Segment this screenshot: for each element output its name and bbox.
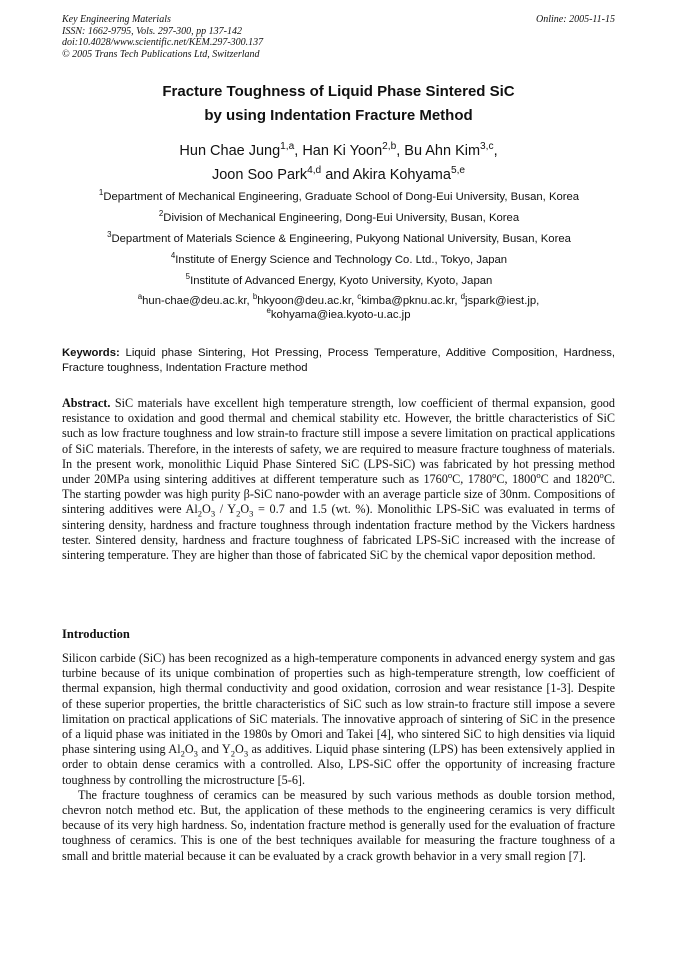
email-list	[62, 294, 615, 322]
keywords-label: Keywords:	[62, 347, 120, 359]
issn-line: ISSN: 1662-9795, Vols. 297-300, pp 137-142	[62, 25, 242, 37]
email-sup: b	[252, 292, 258, 302]
author-sep: and	[321, 167, 353, 183]
keywords-text: Liquid phase Sintering, Hot Pressing, Process Temperature, Additive Composition, Hardness, Fracture toughness, Indentation Fracture method	[62, 347, 615, 374]
author-name: Hun Chae Jung	[179, 143, 281, 159]
paragraph-text: O	[235, 742, 244, 757]
abstract-text: C, 1780	[452, 472, 493, 487]
author-sup: 4,d	[307, 165, 322, 177]
subscript: 2	[180, 748, 185, 759]
affiliation	[40, 187, 638, 208]
subscript: 2	[197, 508, 202, 519]
degree-mark: o	[447, 469, 453, 480]
keywords-section	[62, 346, 615, 375]
affiliation-num: 4	[170, 251, 176, 261]
journal-header	[62, 14, 263, 60]
author-name: Akira Kohyama	[352, 167, 451, 183]
title-line-1: Fracture Toughness of Liquid Phase Sintered SiC	[162, 83, 515, 100]
section-heading-introduction: Introduction	[62, 627, 130, 641]
author-sup: 1,a	[280, 141, 295, 153]
online-date: Online: 2005-11-15	[536, 14, 615, 25]
abstract-text: C and 1820	[540, 472, 600, 487]
subscript: 2	[236, 508, 241, 519]
paragraph	[62, 651, 615, 788]
subscript: 3	[243, 748, 249, 759]
email-link[interactable]: hkyoon@deu.ac.kr	[257, 295, 351, 307]
affiliation	[40, 208, 638, 229]
subscript: 3	[193, 748, 198, 759]
title-line-2: by using Indentation Fracture Method	[204, 107, 473, 124]
degree-mark: o	[492, 469, 497, 480]
authors-line-2	[62, 163, 615, 187]
email-sup: d	[460, 292, 466, 302]
affiliation	[40, 271, 638, 292]
author-sup: 3,c	[480, 141, 494, 153]
affiliation-num: 3	[107, 230, 112, 240]
affiliation-text: Division of Mechanical Engineering, Dong-Eui University, Busan, Korea	[163, 212, 520, 224]
affiliation	[40, 229, 638, 250]
author-name: Bu Ahn Kim	[404, 143, 481, 159]
email-sup: c	[357, 292, 362, 302]
paragraph-text: and Y	[197, 742, 231, 757]
degree-mark: o	[536, 469, 541, 480]
abstract-label: Abstract.	[62, 396, 111, 410]
email-sup: a	[137, 292, 143, 302]
abstract-text: C. The starting powder was high purity β-SiC nano-powder with an average particle size of 30nm. Compositions of sintering additives were Al	[62, 472, 615, 517]
author-name: Joon Soo Park	[211, 167, 308, 183]
copyright-line: © 2005 Trans Tech Publications Ltd, Switzerland	[62, 48, 260, 60]
abstract-section	[62, 396, 615, 563]
abstract-text: O	[202, 502, 211, 517]
affiliation-num: 5	[185, 272, 191, 282]
abstract-text: O	[240, 502, 250, 517]
abstract-text: = 0.7 and 1.5 (wt. %). Monolithic LPS-SiC was evaluated in terms of sintering density, hardness and fracture toughness through indentation fracture method by the Vickers hardness tester. Sintered density, hardness and fracture toughness of fabricated LPS-SiC increased with the increase of sintering temperature. They are higher than those of fabricated SiC by the chemical vapor deposition method.	[62, 502, 615, 563]
author-name: Han Ki Yoon	[302, 143, 383, 159]
subscript: 3	[210, 508, 216, 519]
author-sep: ,	[294, 143, 303, 159]
author-sep: ,	[396, 143, 405, 159]
paragraph-text: as additives. Liquid phase sintering (LPS) has been extensively applied in order to obtain dense ceramics with a controlled. Also, LPS-SiC offer the opportunity of increasing fracture toughness by controlling the microstructure [5-6].	[62, 742, 616, 787]
abstract-text: / Y	[215, 502, 237, 517]
affiliation-text: Institute of Energy Science and Technology Co. Ltd., Tokyo, Japan	[175, 254, 508, 266]
subscript: 2	[230, 748, 235, 759]
affiliation-text: Department of Materials Science & Engineering, Pukyong National University, Busan, Korea	[111, 233, 571, 245]
paragraph-text: O	[184, 742, 194, 757]
email-link[interactable]: kohyama@iea.kyoto-u.ac.jp	[270, 309, 411, 321]
doi-line[interactable]: doi:10.4028/www.scientific.net/KEM.297-300.137	[62, 37, 264, 48]
email-line-1: $^a$hun-chae@deu.ac.kr, $^b$hkyoon@deu.ac.kr, $^c$kimba@pknu.ac.kr, $^d$jspark@iest.jp,	[137, 292, 540, 307]
author-sep: ,	[493, 143, 498, 159]
affiliation-num: 2	[158, 209, 164, 219]
journal-name: Key Engineering Materials	[62, 14, 171, 25]
author-sup: 5,e	[450, 165, 466, 177]
authors-line-1	[62, 139, 615, 163]
affiliation-text: Department of Mechanical Engineering, Graduate School of Dong-Eui University, Busan, Korea	[103, 191, 580, 203]
degree-mark: o	[599, 469, 604, 480]
author-sup: 2,b	[382, 141, 397, 153]
affiliation	[40, 250, 638, 271]
email-link[interactable]: jspark@iest.jp	[465, 295, 537, 307]
email-link[interactable]: kimba@pknu.ac.kr	[361, 295, 455, 307]
affiliation-text: Institute of Advanced Energy, Kyoto University, Kyoto, Japan	[190, 275, 493, 287]
affiliation-num: 1	[98, 188, 104, 198]
paragraph-text: Silicon carbide (SiC) has been recognized as a high-temperature components in advanced energy system and gas turbine because of its unique combination of properties such as high-temperature strength, low coefficient of thermal expansion, high thermal conductivity and good oxidation, corrosion and wear resistance [1-3]. Despite of these superior properties, the brittle characteristics of SiC such as low strain-to fracture still impose a severe limitation on practical applications of SiC materials. The innovative approach of sintering of SiC in the presence of a liquid phase was initiated in the 1980s by Omori and Takei [4], who sintered SiC to high densities via liquid phase sintering using Al	[62, 651, 615, 757]
email-sup: e	[266, 306, 271, 316]
author-list	[62, 139, 615, 187]
introduction-section	[62, 651, 615, 864]
abstract-text: C, 1800	[496, 472, 537, 487]
subscript: 3	[249, 508, 254, 519]
abstract-text: SiC materials have excellent high temperature strength, low coefficient of thermal expansion, good resistance to oxidation and good thermal and chemical stability etc. However, the brittle characteristics of SiC such as low fracture toughness and low strain-to fracture still impose a severe limitation on practical applications of SiC materials. Therefore, in the interests of safety, we are required to measure fracture toughness of materials. In the present work, monolithic Liquid Phase Sintered SiC (LPS-SiC) was fabricated by hot pressing method under 20MPa using sintering additives at different temperature such as 1760	[62, 396, 615, 487]
paper-title	[62, 80, 615, 128]
paragraph: The fracture toughness of ceramics can be measured by such various methods as double torsion method, chevron notch method etc. But, the application of these methods to the engineering ceramics is very difficult because of its very high hardness. So, indentation fracture method is generally used for the evaluation of fracture toughness of ceramics. This is one of the best techniques available for measuring the fracture toughness of a small and brittle material because it can be evaluated by a crack growth behavior in a very small region [7].	[62, 787, 615, 863]
affiliation-list	[40, 187, 638, 292]
email-line-2	[62, 308, 615, 322]
email-link[interactable]: hun-chae@deu.ac.kr	[142, 295, 247, 307]
